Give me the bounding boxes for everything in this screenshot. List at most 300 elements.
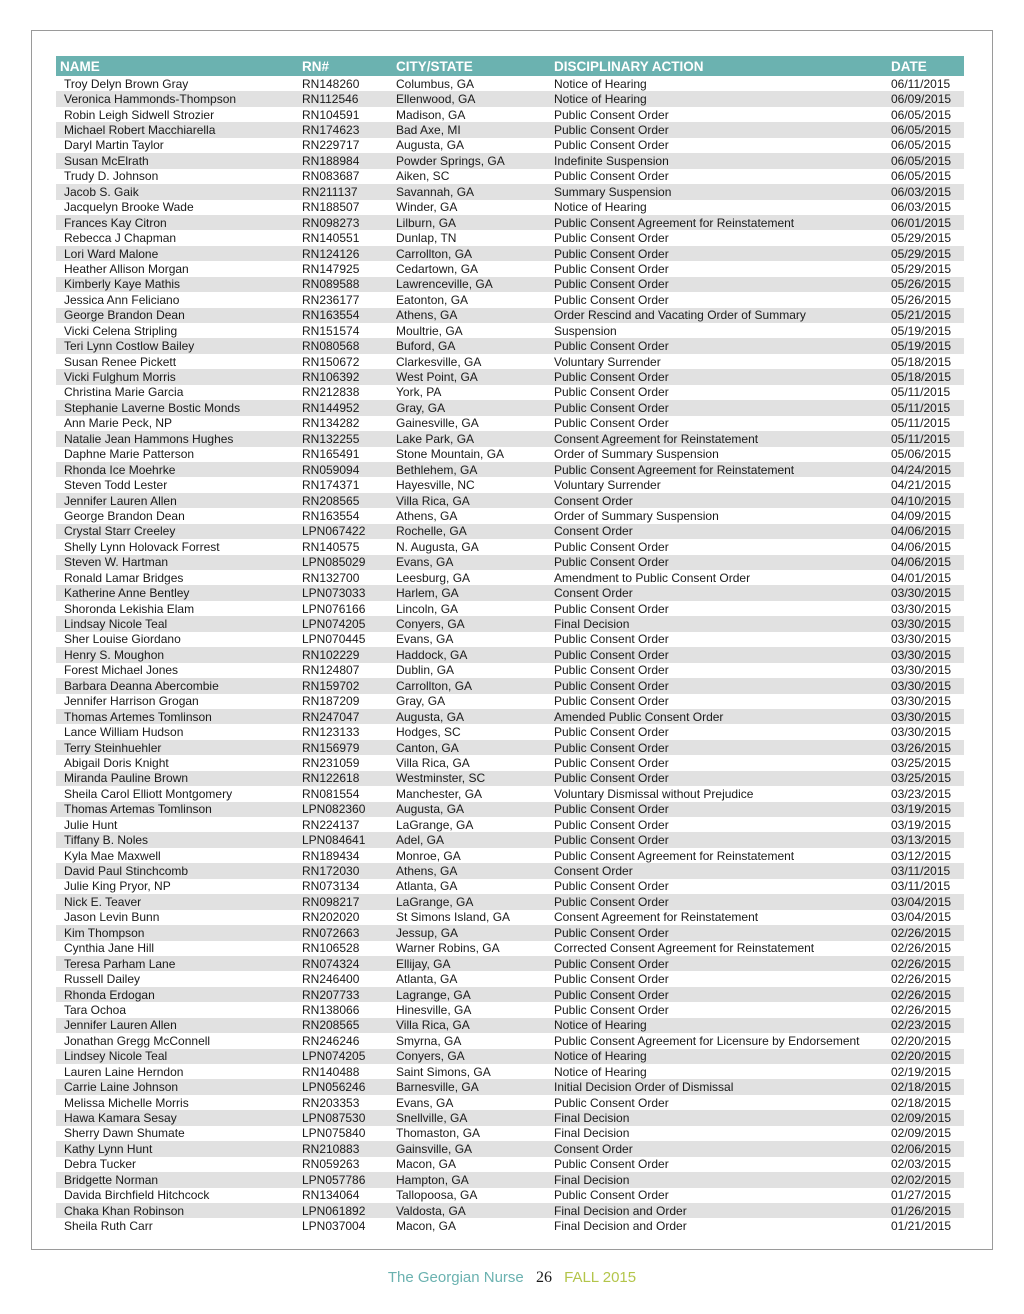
cell-city-state: Villa Rica, GA [396, 755, 470, 770]
cell-rn: RN147925 [302, 261, 360, 276]
cell-name: Debra Tucker [64, 1157, 137, 1172]
cell-rn: RN124126 [302, 246, 360, 261]
cell-city-state: Eatonton, GA [396, 292, 469, 307]
cell-date: 06/01/2015 [891, 215, 952, 230]
cell-date: 02/18/2015 [891, 1095, 952, 1110]
cell-name: Jacquelyn Brooke Wade [64, 200, 194, 215]
cell-date: 03/30/2015 [891, 709, 952, 724]
table-body [56, 76, 964, 1234]
cell-date: 02/26/2015 [891, 1002, 952, 1017]
cell-action: Public Consent Order [554, 925, 669, 940]
cell-date: 03/30/2015 [891, 647, 952, 662]
cell-city-state: Carrollton, GA [396, 678, 473, 693]
header-name: NAME [60, 58, 100, 74]
table-row [56, 663, 964, 678]
cell-rn: RN174371 [302, 478, 360, 493]
cell-date: 05/26/2015 [891, 292, 952, 307]
cell-name: Shoronda Lekishia Elam [64, 601, 195, 616]
cell-rn: RN138066 [302, 1002, 360, 1017]
cell-rn: RN140575 [302, 539, 360, 554]
cell-name: Christina Marie Garcia [64, 385, 184, 400]
cell-name: Tara Ochoa [64, 1002, 127, 1017]
cell-rn: RN073134 [302, 879, 360, 894]
page-footer [0, 1269, 1024, 1287]
table-row [56, 1172, 964, 1187]
cell-name: Sheila Carol Elliott Montgomery [64, 786, 233, 801]
cell-city-state: Saint Simons, GA [396, 1064, 491, 1079]
table-row [56, 1157, 964, 1172]
cell-action: Corrected Consent Agreement for Reinstatement [554, 941, 815, 956]
cell-rn: RN211137 [302, 184, 358, 199]
table-row [56, 585, 964, 600]
cell-rn: RN247047 [302, 709, 360, 724]
cell-city-state: Macon, GA [396, 1157, 457, 1172]
cell-name: Trudy D. Johnson [64, 169, 159, 184]
cell-date: 02/26/2015 [891, 941, 952, 956]
table-row [56, 539, 964, 554]
table-row [56, 477, 964, 492]
cell-date: 02/09/2015 [891, 1126, 952, 1141]
cell-action: Final Decision and Order [554, 1203, 687, 1218]
cell-city-state: Rochelle, GA [396, 524, 467, 539]
cell-city-state: Valdosta, GA [396, 1203, 466, 1218]
cell-action: Public Consent Order [554, 632, 669, 647]
cell-action: Voluntary Surrender [554, 354, 661, 369]
cell-name: Chaka Khan Robinson [64, 1203, 185, 1218]
cell-rn: RN165491 [302, 447, 360, 462]
cell-action: Public Consent Order [554, 833, 669, 848]
cell-city-state: Tallopoosa, GA [396, 1188, 478, 1203]
cell-city-state: Monroe, GA [396, 848, 461, 863]
cell-name: Abigail Doris Knight [64, 755, 169, 770]
table-row [56, 786, 964, 801]
table-row [56, 1064, 964, 1079]
cell-date: 05/21/2015 [891, 308, 952, 323]
cell-date: 01/27/2015 [891, 1188, 952, 1203]
cell-city-state: Leesburg, GA [396, 570, 471, 585]
cell-date: 05/11/2015 [891, 416, 951, 431]
cell-city-state: Winder, GA [396, 200, 458, 215]
cell-action: Final Decision [554, 1126, 630, 1141]
cell-rn: RN188984 [302, 153, 360, 168]
cell-rn: RN134282 [302, 416, 360, 431]
cell-city-state: Conyers, GA [396, 617, 465, 632]
cell-date: 04/10/2015 [891, 493, 952, 508]
table-row [56, 1188, 964, 1203]
cell-date: 02/09/2015 [891, 1111, 952, 1126]
cell-rn: RN123133 [302, 725, 360, 740]
cell-name: Steven W. Hartman [64, 555, 169, 570]
cell-name: Kim Thompson [64, 925, 145, 940]
cell-name: Melissa Michelle Morris [64, 1095, 189, 1110]
cell-date: 03/30/2015 [891, 663, 952, 678]
cell-city-state: Savannah, GA [396, 184, 475, 199]
table-row [56, 292, 964, 307]
cell-action: Consent Order [554, 1141, 633, 1156]
cell-rn: LPN074205 [302, 1049, 366, 1064]
table-row [56, 910, 964, 925]
header-disciplinary-action: DISCIPLINARY ACTION [554, 58, 704, 74]
cell-city-state: Evans, GA [396, 555, 454, 570]
cell-rn: LPN057786 [302, 1172, 366, 1187]
cell-action: Public Consent Order [554, 1002, 669, 1017]
cell-date: 06/05/2015 [891, 138, 952, 153]
cell-name: Miranda Pauline Brown [64, 771, 189, 786]
cell-name: Rebecca J Chapman [64, 231, 177, 246]
cell-name: Lauren Laine Herndon [64, 1064, 184, 1079]
cell-rn: RN187209 [302, 694, 360, 709]
cell-name: Daryl Martin Taylor [64, 138, 164, 153]
table-row [56, 447, 964, 462]
cell-city-state: Aiken, SC [396, 169, 450, 184]
cell-action: Summary Suspension [554, 184, 672, 199]
cell-name: Davida Birchfield Hitchcock [64, 1188, 210, 1203]
cell-name: Kimberly Kaye Mathis [64, 277, 181, 292]
cell-date: 05/11/2015 [891, 431, 951, 446]
cell-name: Jason Levin Bunn [64, 910, 160, 925]
cell-date: 03/04/2015 [891, 910, 952, 925]
cell-action: Public Consent Order [554, 123, 669, 138]
cell-city-state: Athens, GA [396, 864, 458, 879]
cell-rn: LPN037004 [302, 1219, 366, 1234]
cell-date: 02/20/2015 [891, 1049, 952, 1064]
cell-action: Consent Agreement for Reinstatement [554, 910, 759, 925]
cell-rn: RN074324 [302, 956, 360, 971]
table-row [56, 431, 964, 446]
cell-rn: RN059094 [302, 462, 360, 477]
cell-city-state: Atlanta, GA [396, 972, 458, 987]
table-row [56, 678, 964, 693]
table-row [56, 1141, 964, 1156]
cell-name: Kathy Lynn Hunt [64, 1141, 153, 1156]
cell-city-state: Athens, GA [396, 508, 458, 523]
cell-city-state: Westminster, SC [396, 771, 486, 786]
cell-date: 03/11/2015 [891, 864, 951, 879]
cell-name: Steven Todd Lester [64, 478, 168, 493]
table-row [56, 91, 964, 106]
cell-city-state: Cedartown, GA [396, 261, 479, 276]
cell-city-state: Harlem, GA [396, 586, 459, 601]
cell-city-state: Manchester, GA [396, 786, 483, 801]
cell-city-state: Gray, GA [396, 694, 446, 709]
table-row [56, 215, 964, 230]
cell-rn: RN148260 [302, 76, 360, 91]
cell-city-state: Lilburn, GA [396, 215, 457, 230]
cell-rn: RN208565 [302, 1018, 360, 1033]
cell-name: Jonathan Gregg McConnell [64, 1033, 211, 1048]
cell-date: 04/09/2015 [891, 508, 952, 523]
cell-action: Public Consent Agreement for Licensure by Endorsement [554, 1033, 860, 1048]
cell-city-state: Hodges, SC [396, 725, 461, 740]
cell-rn: LPN085029 [302, 555, 366, 570]
cell-date: 05/19/2015 [891, 339, 952, 354]
cell-city-state: LaGrange, GA [396, 894, 474, 909]
cell-name: George Brandon Dean [64, 508, 185, 523]
cell-city-state: Bethlehem, GA [396, 462, 478, 477]
cell-action: Notice of Hearing [554, 92, 647, 107]
cell-city-state: Augusta, GA [396, 138, 465, 153]
table-row [56, 1218, 964, 1233]
cell-city-state: Lagrange, GA [396, 987, 471, 1002]
cell-action: Order of Summary Suspension [554, 447, 719, 462]
cell-rn: RN172030 [302, 864, 360, 879]
cell-date: 03/30/2015 [891, 678, 952, 693]
table-row [56, 277, 964, 292]
cell-name: Julie Hunt [64, 817, 118, 832]
cell-action: Order Rescind and Vacating Order of Summary [554, 308, 806, 323]
cell-date: 05/18/2015 [891, 354, 952, 369]
cell-name: Lori Ward Malone [64, 246, 159, 261]
cell-action: Public Consent Order [554, 555, 669, 570]
page-number: 26 [535, 1269, 552, 1286]
cell-name: Jacob S. Gaik [64, 184, 139, 199]
cell-date: 02/06/2015 [891, 1141, 952, 1156]
table-row [56, 261, 964, 276]
issue-label: FALL 2015 [564, 1269, 637, 1286]
cell-date: 02/26/2015 [891, 956, 952, 971]
table-row [56, 987, 964, 1002]
table-row [56, 1126, 964, 1141]
cell-rn: RN106528 [302, 941, 360, 956]
cell-date: 06/05/2015 [891, 123, 952, 138]
cell-action: Public Consent Order [554, 169, 669, 184]
cell-city-state: Stone Mountain, GA [396, 447, 505, 462]
table-row [56, 153, 964, 168]
cell-name: Daphne Marie Patterson [64, 447, 195, 462]
cell-rn: RN081554 [302, 786, 360, 801]
cell-action: Final Decision [554, 617, 630, 632]
cell-name: Frances Kay Citron [64, 215, 167, 230]
table-row [56, 925, 964, 940]
cell-rn: RN202020 [302, 910, 360, 925]
cell-city-state: Villa Rica, GA [396, 1018, 470, 1033]
cell-rn: RN112546 [302, 92, 359, 107]
cell-rn: RN122618 [302, 771, 360, 786]
cell-action: Public Consent Order [554, 972, 669, 987]
cell-name: Teresa Parham Lane [64, 956, 176, 971]
cell-rn: RN212838 [302, 385, 360, 400]
cell-rn: RN144952 [302, 400, 360, 415]
cell-date: 06/11/2015 [891, 76, 951, 91]
cell-date: 03/13/2015 [891, 833, 952, 848]
cell-date: 01/21/2015 [891, 1219, 952, 1234]
cell-name: Ronald Lamar Bridges [64, 570, 184, 585]
cell-date: 03/12/2015 [891, 848, 952, 863]
table-row [56, 1018, 964, 1033]
cell-city-state: LaGrange, GA [396, 817, 474, 832]
cell-action: Initial Decision Order of Dismissal [554, 1080, 734, 1095]
cell-action: Public Consent Order [554, 1157, 669, 1172]
cell-city-state: Bad Axe, MI [396, 123, 461, 138]
cell-city-state: Jessup, GA [396, 925, 459, 940]
cell-rn: RN163554 [302, 308, 360, 323]
cell-date: 04/24/2015 [891, 462, 952, 477]
cell-rn: RN207733 [302, 987, 360, 1002]
cell-city-state: Ellenwood, GA [396, 92, 476, 107]
cell-name: Troy Delyn Brown Gray [64, 76, 189, 91]
cell-name: Terry Steinhuehler [64, 740, 162, 755]
cell-date: 03/25/2015 [891, 771, 952, 786]
table-row [56, 724, 964, 739]
table-row [56, 200, 964, 215]
cell-date: 04/06/2015 [891, 555, 952, 570]
cell-name: Jennifer Lauren Allen [64, 493, 177, 508]
cell-action: Public Consent Order [554, 817, 669, 832]
cell-date: 02/03/2015 [891, 1157, 952, 1172]
cell-city-state: West Point, GA [396, 370, 478, 385]
cell-name: Jessica Ann Feliciano [64, 292, 180, 307]
cell-name: Lance William Hudson [64, 725, 184, 740]
cell-action: Notice of Hearing [554, 1018, 647, 1033]
cell-name: Julie King Pryor, NP [64, 879, 171, 894]
cell-date: 02/26/2015 [891, 972, 952, 987]
cell-city-state: Conyers, GA [396, 1049, 465, 1064]
table-row [56, 462, 964, 477]
cell-action: Notice of Hearing [554, 1064, 647, 1079]
cell-action: Public Consent Order [554, 663, 669, 678]
cell-rn: RN208565 [302, 493, 360, 508]
cell-name: Forest Michael Jones [64, 663, 179, 678]
cell-name: Barbara Deanna Abercombie [64, 678, 219, 693]
cell-name: Rhonda Ice Moehrke [64, 462, 176, 477]
cell-date: 03/25/2015 [891, 755, 952, 770]
cell-date: 04/01/2015 [891, 570, 952, 585]
cell-action: Public Consent Order [554, 246, 669, 261]
cell-action: Public Consent Agreement for Reinstatement [554, 848, 795, 863]
table-row [56, 1033, 964, 1048]
table-row [56, 894, 964, 909]
cell-rn: RN246400 [302, 972, 360, 987]
cell-rn: RN236177 [302, 292, 360, 307]
cell-rn: RN231059 [302, 755, 360, 770]
cell-city-state: Atlanta, GA [396, 879, 458, 894]
cell-rn: LPN082360 [302, 802, 366, 817]
cell-city-state: Lake Park, GA [396, 431, 475, 446]
cell-name: Sher Louise Giordano [64, 632, 181, 647]
cell-city-state: Lawrenceville, GA [396, 277, 493, 292]
cell-date: 05/29/2015 [891, 261, 952, 276]
cell-city-state: Villa Rica, GA [396, 493, 470, 508]
cell-city-state: Gray, GA [396, 400, 446, 415]
magazine-title: The Georgian Nurse [387, 1269, 524, 1286]
cell-name: Susan McElrath [64, 153, 149, 168]
cell-city-state: Carrollton, GA [396, 246, 473, 261]
table-row [56, 246, 964, 261]
cell-city-state: Thomaston, GA [396, 1126, 481, 1141]
cell-name: Vicki Celena Stripling [64, 323, 178, 338]
cell-action: Public Consent Order [554, 231, 669, 246]
cell-action: Voluntary Surrender [554, 478, 661, 493]
table-row [56, 138, 964, 153]
table-row [56, 338, 964, 353]
cell-action: Consent Order [554, 493, 633, 508]
cell-action: Public Consent Order [554, 370, 669, 385]
cell-action: Public Consent Order [554, 292, 669, 307]
cell-city-state: Ellijay, GA [396, 956, 451, 971]
table-row [56, 956, 964, 971]
cell-action: Consent Order [554, 864, 633, 879]
cell-date: 06/05/2015 [891, 107, 952, 122]
table-row [56, 848, 964, 863]
cell-action: Public Consent Order [554, 416, 669, 431]
cell-date: 06/09/2015 [891, 92, 952, 107]
cell-action: Public Consent Order [554, 755, 669, 770]
cell-city-state: Augusta, GA [396, 802, 465, 817]
table-row [56, 400, 964, 415]
cell-name: Natalie Jean Hammons Hughes [64, 431, 234, 446]
table-header [56, 56, 964, 76]
cell-city-state: Lincoln, GA [396, 601, 459, 616]
cell-city-state: Warner Robins, GA [396, 941, 500, 956]
cell-date: 01/26/2015 [891, 1203, 952, 1218]
cell-rn: RN224137 [302, 817, 360, 832]
cell-city-state: Evans, GA [396, 1095, 454, 1110]
cell-date: 02/26/2015 [891, 925, 952, 940]
header-city-state: CITY/STATE [396, 58, 473, 74]
cell-name: Thomas Artemas Tomlinson [64, 802, 212, 817]
cell-city-state: Adel, GA [396, 833, 445, 848]
cell-action: Order of Summary Suspension [554, 508, 719, 523]
table-row [56, 493, 964, 508]
cell-city-state: Gainesville, GA [396, 416, 479, 431]
cell-city-state: Dublin, GA [396, 663, 455, 678]
cell-city-state: N. Augusta, GA [396, 539, 479, 554]
cell-name: Lindsey Nicole Teal [64, 1049, 168, 1064]
cell-date: 02/19/2015 [891, 1064, 952, 1079]
table-row [56, 941, 964, 956]
cell-date: 02/23/2015 [891, 1018, 952, 1033]
cell-action: Public Consent Order [554, 802, 669, 817]
table-row [56, 1110, 964, 1125]
cell-action: Public Consent Order [554, 987, 669, 1002]
cell-date: 05/18/2015 [891, 370, 952, 385]
cell-action: Public Consent Order [554, 694, 669, 709]
cell-city-state: St Simons Island, GA [396, 910, 511, 925]
cell-name: Veronica Hammonds-Thompson [64, 92, 237, 107]
cell-rn: LPN073033 [302, 586, 366, 601]
cell-rn: RN098217 [302, 894, 360, 909]
cell-date: 03/30/2015 [891, 632, 952, 647]
cell-action: Public Consent Order [554, 601, 669, 616]
cell-action: Public Consent Order [554, 1188, 669, 1203]
cell-city-state: Moultrie, GA [396, 323, 463, 338]
cell-name: Vicki Fulghum Morris [64, 370, 176, 385]
cell-rn: RN098273 [302, 215, 360, 230]
cell-city-state: Gainsville, GA [396, 1141, 473, 1156]
cell-date: 03/11/2015 [891, 879, 951, 894]
cell-name: David Paul Stinchcomb [64, 864, 189, 879]
cell-city-state: Madison, GA [396, 107, 466, 122]
cell-name: Carrie Laine Johnson [64, 1080, 179, 1095]
cell-name: Jennifer Harrison Grogan [64, 694, 199, 709]
cell-date: 05/19/2015 [891, 323, 952, 338]
cell-date: 05/26/2015 [891, 277, 952, 292]
cell-rn: RN104591 [302, 107, 360, 122]
cell-action: Public Consent Order [554, 138, 669, 153]
cell-name: Katherine Anne Bentley [64, 586, 190, 601]
table-row [56, 570, 964, 585]
table-row [56, 879, 964, 894]
table-row [56, 740, 964, 755]
cell-rn: RN124807 [302, 663, 360, 678]
cell-city-state: Dunlap, TN [396, 231, 457, 246]
cell-date: 06/05/2015 [891, 153, 952, 168]
cell-date: 04/06/2015 [891, 539, 952, 554]
table-row [56, 601, 964, 616]
table-row [56, 832, 964, 847]
cell-name: Thomas Artemes Tomlinson [64, 709, 212, 724]
cell-rn: LPN061892 [302, 1203, 366, 1218]
